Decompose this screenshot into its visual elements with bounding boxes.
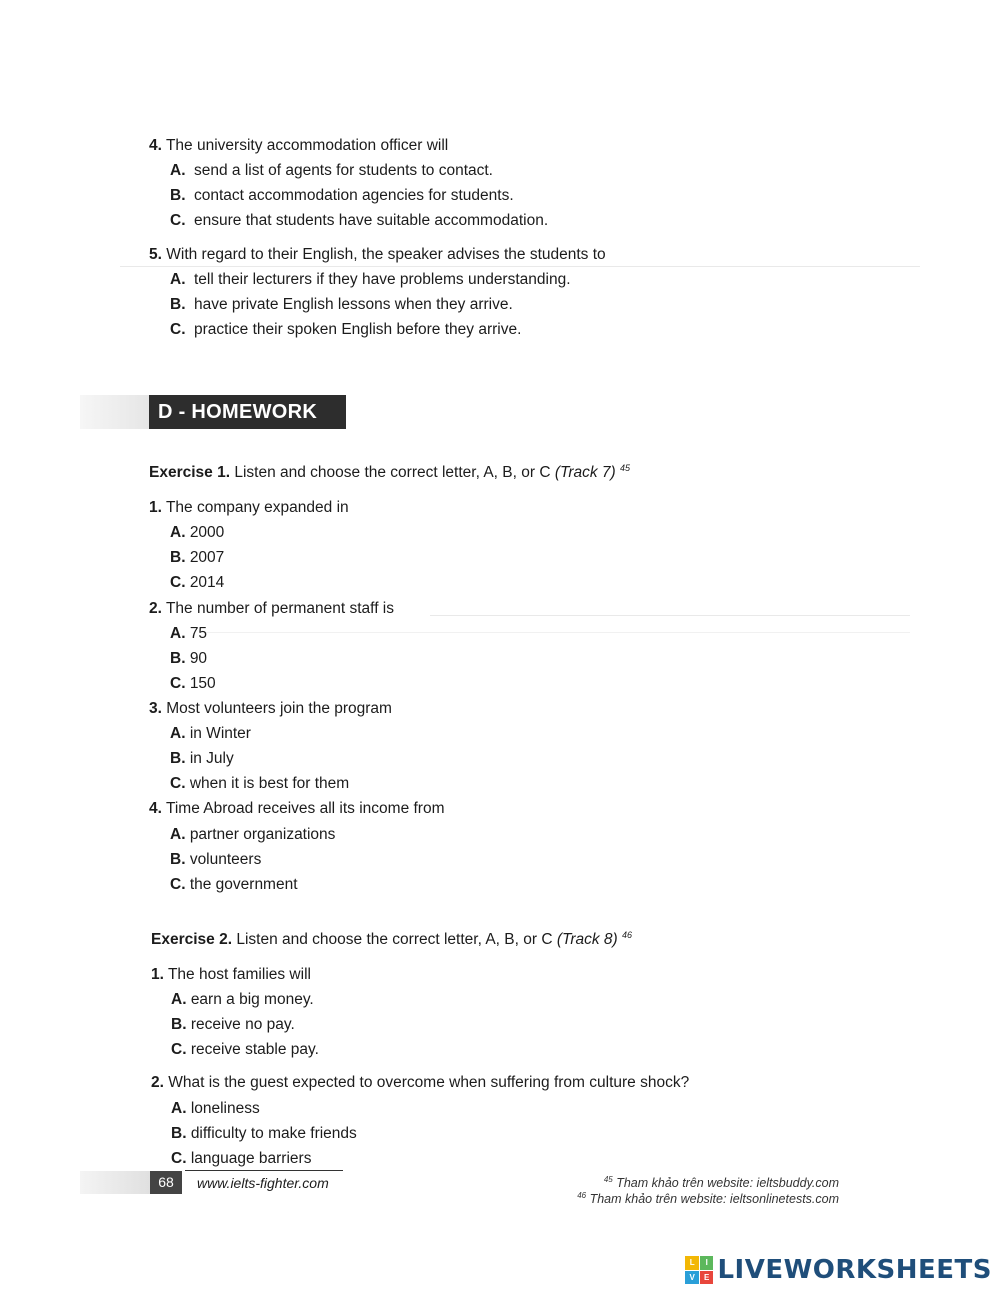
- logo-tile: I: [700, 1256, 714, 1270]
- question-stem: 4. The university accommodation officer will: [149, 137, 449, 154]
- section-header: D - HOMEWORK: [149, 395, 346, 429]
- liveworksheets-logo-icon: [685, 1256, 713, 1284]
- option-c: C. the government: [170, 876, 298, 893]
- option-a: A. tell their lecturers if they have problems understanding.: [170, 271, 571, 288]
- option-a: A. loneliness: [171, 1100, 260, 1117]
- option-a: A. earn a big money.: [171, 991, 314, 1008]
- option-b: B. have private English lessons when they arrive.: [170, 296, 513, 313]
- option-c: C. 2014: [170, 574, 225, 591]
- option-a: A. send a list of agents for students to contact.: [170, 162, 493, 179]
- option-a: A. partner organizations: [170, 826, 336, 843]
- question-stem: 4. Time Abroad receives all its income from: [149, 800, 445, 817]
- option-a: A. 75: [170, 625, 208, 642]
- option-a: A. 2000: [170, 524, 225, 541]
- option-c: C. language barriers: [171, 1150, 312, 1167]
- option-b: B. contact accommodation agencies for students.: [170, 187, 514, 204]
- question-stem: 2. What is the guest expected to overcome when suffering from culture shock?: [151, 1074, 690, 1091]
- footnote-45: $^{45}$ Tham khảo trên website: ieltsbuddy.com: [603, 1175, 839, 1191]
- logo-tile: V: [685, 1271, 699, 1285]
- question-stem: 1. The company expanded in: [149, 499, 349, 516]
- option-b: B. 2007: [170, 549, 225, 566]
- page-number: 68: [150, 1171, 182, 1194]
- option-b: B. receive no pay.: [171, 1016, 295, 1033]
- option-c: C. when it is best for them: [170, 775, 350, 792]
- question-stem: 5. With regard to their English, the speaker advises the students to: [149, 246, 606, 263]
- option-b: B. in July: [170, 750, 234, 767]
- option-a: A. in Winter: [170, 725, 251, 742]
- logo-tile: E: [700, 1271, 714, 1285]
- question-stem: 2. The number of permanent staff is: [149, 600, 394, 617]
- option-b: B. volunteers: [170, 851, 262, 868]
- exercise-1-title: Exercise 1. Listen and choose the correct letter, A, B, or C (Track 7) $^{45}$: [149, 463, 631, 482]
- option-c: C. 150: [170, 675, 216, 692]
- option-b: B. 90: [170, 650, 208, 667]
- exercise-2-title: Exercise 2. Listen and choose the correct letter, A, B, or C (Track 8) $^{46}$: [151, 930, 633, 949]
- brand-name: LIVEWORKSHEETS: [717, 1255, 992, 1285]
- option-b: B. difficulty to make friends: [171, 1125, 357, 1142]
- question-stem: 1. The host families will: [151, 966, 311, 983]
- option-c: C. ensure that students have suitable accommodation.: [170, 212, 549, 229]
- footer-rule: [185, 1170, 343, 1171]
- section-header-shade: [80, 395, 149, 429]
- logo-tile: L: [685, 1256, 699, 1270]
- option-c: C. practice their spoken English before they arrive.: [170, 321, 522, 338]
- footer-shade: [80, 1171, 150, 1194]
- footnote-46: $^{46}$ Tham khảo trên website: ieltsonlinetests.com: [577, 1191, 839, 1207]
- footer-url: www.ielts-fighter.com: [197, 1175, 329, 1191]
- liveworksheets-brand[interactable]: [685, 1253, 992, 1287]
- option-c: C. receive stable pay.: [171, 1041, 319, 1058]
- question-stem: 3. Most volunteers join the program: [149, 700, 392, 717]
